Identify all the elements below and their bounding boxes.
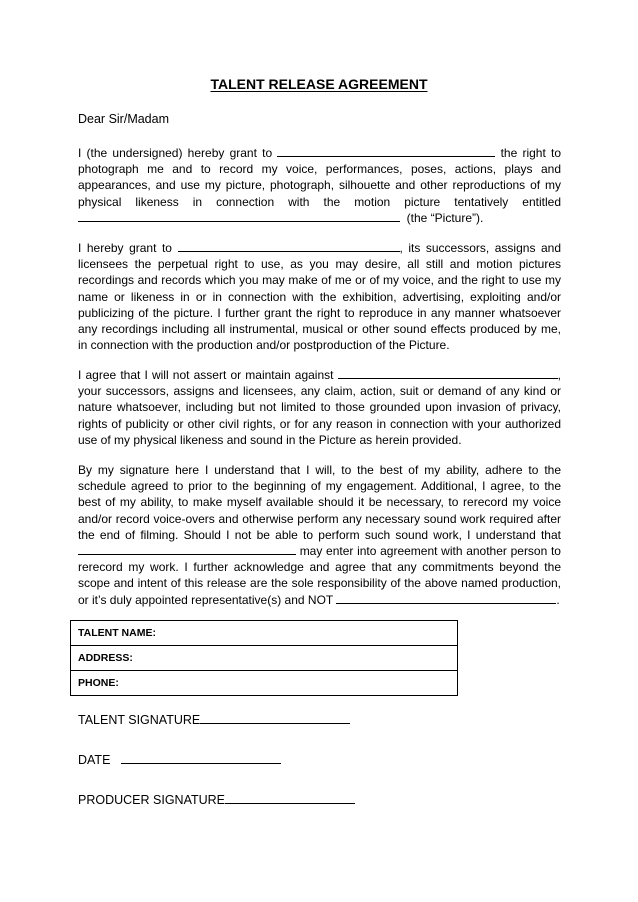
producer-signature-blank[interactable] [225, 792, 355, 804]
paragraph-claims: I agree that I will not assert or maintain against , your successors, assigns and licensees, any claim, action, suit or demand of any kind or nature whatsoever, including but not limited to those grounded upon invasion of privacy, rights of publicity or other civil rights, or for any reason in connection with your authorized use of my physical likeness and sound in the Picture as herein provided. [78, 368, 561, 447]
phone-row[interactable] [71, 671, 458, 696]
date-blank[interactable] [121, 752, 281, 764]
producer-signature-line [78, 792, 355, 807]
address-label: ADDRESS: [71, 646, 458, 671]
date-line [78, 752, 281, 767]
production-blank[interactable] [78, 543, 296, 555]
talent-info-table [70, 620, 458, 696]
talent-signature-blank[interactable] [200, 712, 350, 724]
document-title: TALENT RELEASE AGREEMENT [210, 76, 428, 92]
not-party-blank[interactable] [336, 592, 556, 604]
salutation: Dear Sir/Madam [78, 112, 169, 126]
talent-signature-line [78, 712, 350, 727]
talent-name-row[interactable] [71, 621, 458, 646]
paragraph-rights: I hereby grant to , its successors, assigns and licensees the perpetual right to use, as you may desire, all still and motion pictures recordings and records which you may make of me or of my voice, and the right to use my name or likeness in or in connection with the exhibition, advertising, exploiting and/or publicizing of the picture. I further grant the right to reproduce in any manner whatsoever any recordings including all instrumental, musical or other sound effects produced by me, in connection with the production and/or postproduction of the Picture. [78, 241, 561, 353]
claims-party-blank[interactable] [338, 367, 558, 379]
date-label: DATE [78, 753, 111, 767]
paragraph-schedule: By my signature here I understand that I will, to the best of my ability, adhere to the schedule agreed to prior to the beginning of my engagement. Additional, I agree, to the best of my ability, to make myself available should it be necessary, to rerecord my voice and/or record voice-overs and otherwise perform any necessary sound work required after the end of filming. Should I not be able to perform such sound work, I understand that may enter into agreement with another person to rerecord my work. I further acknowledge and agree that any commitments beyond the scope and intent of this release are the sole responsibility of the above named production, or it’s duly appointed representative(s) and NOT . [78, 463, 561, 607]
grantee-blank[interactable] [277, 145, 495, 157]
phone-label: PHONE: [71, 671, 458, 696]
rights-grantee-blank[interactable] [178, 240, 400, 252]
paragraph-grant: I (the undersigned) hereby grant to the right to photograph me and to record my voice, performances, poses, actions, plays and appearances, and use my picture, photograph, silhouette and other reproductions of my physical likeness in connection with the motion picture tentatively entitled (the “Picture”). [78, 146, 562, 225]
talent-name-label: TALENT NAME: [71, 621, 458, 646]
picture-title-blank[interactable] [78, 210, 400, 222]
producer-signature-label: PRODUCER SIGNATURE [78, 793, 226, 807]
talent-signature-label: TALENT SIGNATURE [78, 713, 201, 727]
address-row[interactable] [71, 646, 458, 671]
